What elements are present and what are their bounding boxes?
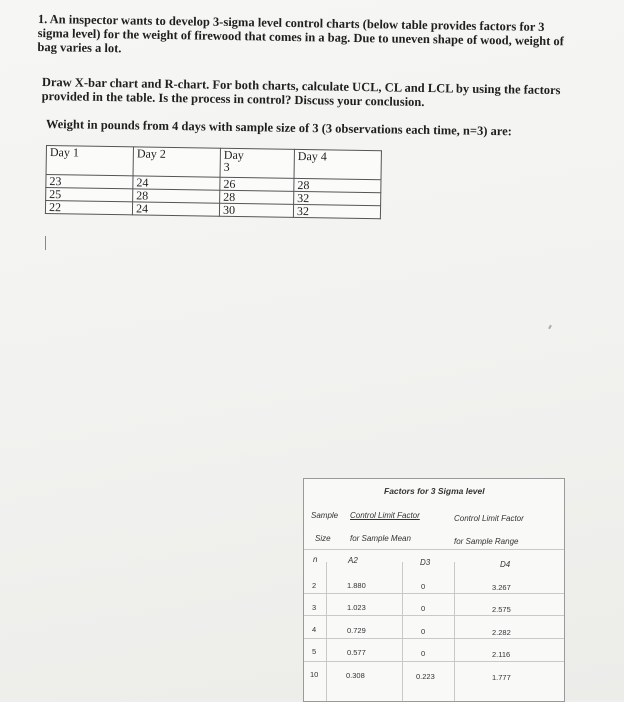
header-day-3: Day 3: [220, 148, 294, 178]
header-day-2: Day 2: [133, 147, 220, 177]
pen-mark: [45, 236, 46, 250]
col-header-a2: A2: [348, 556, 358, 565]
table-row: 23 24 26 28: [46, 175, 381, 193]
factors-title: Factors for 3 Sigma level: [384, 486, 485, 496]
col-header-d3: D3: [420, 558, 431, 567]
col-label-size: Size: [315, 534, 331, 543]
question-task: Draw X-bar chart and R-chart. For both charts, calculate UCL, CL and LCL by using the factors provided in the table. Is the process in control? Discuss your conclusion.: [41, 75, 561, 110]
col-label-mean-factor: Control Limit Factor: [350, 511, 420, 520]
col-header-n: n: [313, 555, 318, 564]
table-row: 25 28 28 32: [46, 188, 381, 206]
header-day-1: Day 1: [46, 146, 133, 176]
question-intro: 1. An inspector wants to develop 3-sigma level control charts (below table provides factors for 3 sigma level) for the weight of firewood that comes in a bag. Due to uneven shape of wood, weight of bag varies a lot.: [37, 12, 564, 56]
col-label-range-factor: Control Limit Factor: [454, 514, 524, 523]
weight-data-table: [45, 145, 382, 219]
table-row: 22 24 30 32: [45, 201, 380, 219]
col-sublabel-range: for Sample Range: [454, 537, 519, 546]
question-data-caption: Weight in pounds from 4 days with sample size of 3 (3 observations each time, n=3) are:: [45, 117, 512, 139]
pen-mark: [548, 325, 552, 329]
col-label-sample: Sample: [311, 511, 339, 520]
header-day-4: Day 4: [294, 149, 381, 179]
col-sublabel-mean: for Sample Mean: [350, 534, 411, 543]
factors-table: Factors for 3 Sigma level Sample Control Limit Factor Control Limit Factor Size for Sample Mean for Sample Range n A2 D3 D4 2 1.880 0 3.267 3 1.023 0 2.575 4 0.729 0 2.282 5 0.577 0 2.116 10 0.308 0.223 1.777: [303, 478, 565, 702]
col-header-d4: D4: [500, 560, 511, 569]
